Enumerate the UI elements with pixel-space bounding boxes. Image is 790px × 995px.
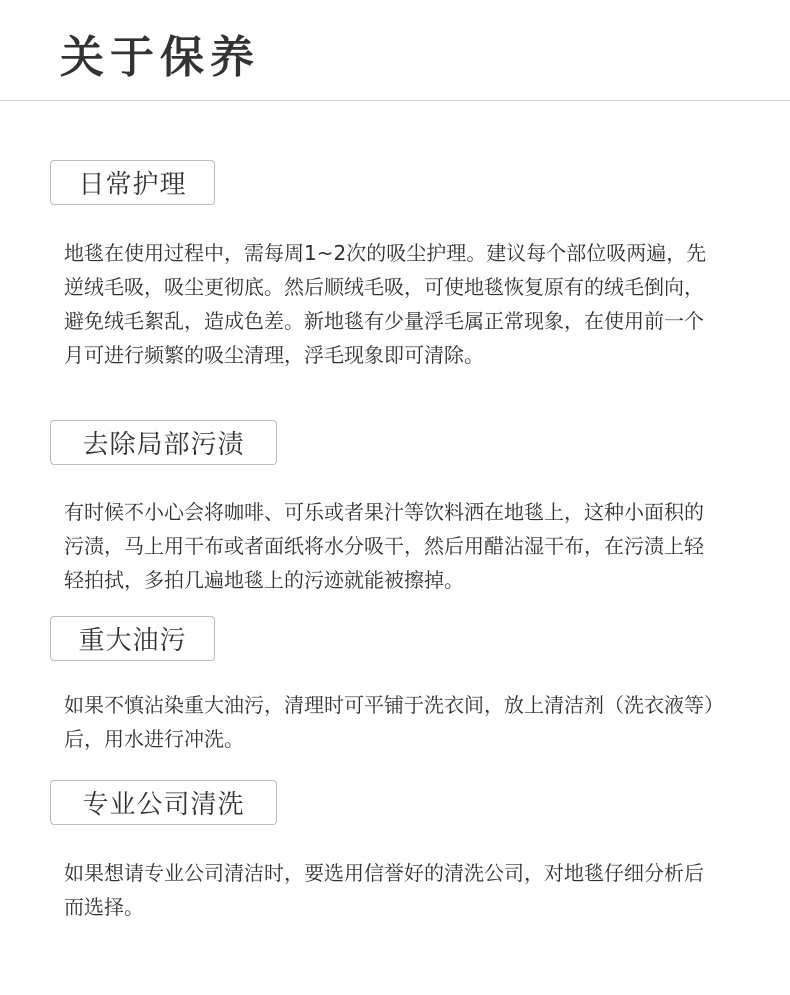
section-body-heavy-oil: 如果不慎沾染重大油污，清理时可平铺于洗衣间，放上清洁剂（洗衣液等）后，用水进行冲洗。 — [64, 693, 714, 751]
title-divider — [0, 100, 790, 101]
section-body-professional-cleaning: 如果想请专业公司清洁时，要选用信誉好的清洗公司，对地毯仔细分析后而选择。 — [64, 861, 704, 919]
section-heading-daily-care: 日常护理 — [50, 160, 215, 205]
section-body-stain-removal: 有时候不小心会将咖啡、可乐或者果汁等饮料洒在地毯上，这种小面积的污渍，马上用干布或者面纸将水分吸干，然后用醋沾湿干布，在污渍上轻轻拍拭，多拍几遍地毯上的污迹就能被擦掉。 — [64, 500, 704, 592]
section-heading-heavy-oil: 重大油污 — [50, 616, 215, 661]
section-heading-professional-cleaning: 专业公司清洗 — [50, 780, 277, 825]
section-heading-stain-removal: 去除局部污渍 — [50, 420, 277, 465]
page-title: 关于保养 — [60, 32, 260, 83]
section-body-daily-care: 地毯在使用过程中，需每周1~2次的吸尘护理。建议每个部位吸两遍，先逆绒毛吸，吸尘更彻底。然后顺绒毛吸，可使地毯恢复原有的绒毛倒向，避免绒毛絮乱，造成色差。新地毯有少量浮毛属正常现象，在使用前一个月可进行频繁的吸尘清理，浮毛现象即可清除。 — [64, 241, 707, 367]
